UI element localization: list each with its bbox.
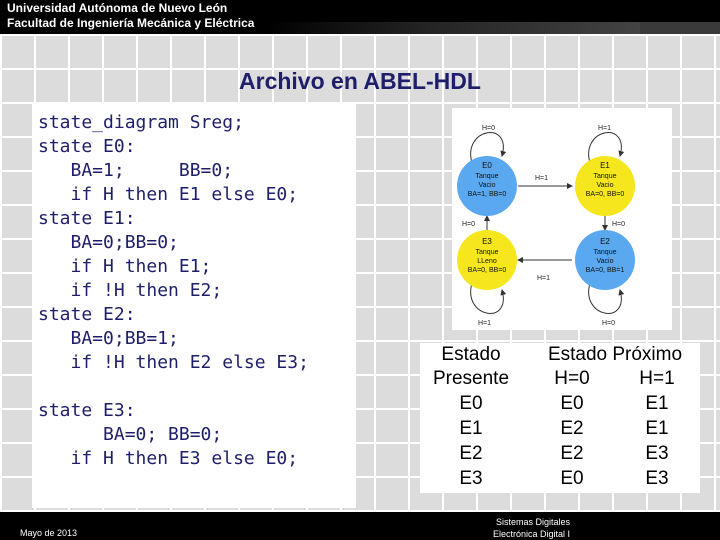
cell-next-h0: E0 <box>560 393 584 414</box>
state-e2-line: Tanque <box>593 249 617 256</box>
state-e2-line: Vacio <box>596 258 614 265</box>
university-name: Universidad Autónoma de Nuevo León <box>7 1 228 15</box>
state-e2-line: E2 <box>600 237 610 246</box>
code-line: BA=0;BB=0; <box>38 232 179 253</box>
faculty-name: Facultad de Ingeniería Mecánica y Eléctrica <box>7 16 255 30</box>
code-line: state E1: <box>38 208 136 229</box>
code-line: state E3: <box>38 400 136 421</box>
state-e3-line: E3 <box>482 237 492 246</box>
header-h0: H=0 <box>554 368 590 389</box>
label-e2-self: H=0 <box>602 320 616 327</box>
code-line: state_diagram Sreg; <box>38 112 244 133</box>
code-line: if H then E3 else E0; <box>38 448 299 469</box>
header-estado: Estado <box>441 344 501 365</box>
state-e3-line: BA=0, BB=0 <box>467 267 507 274</box>
label-e0-self: H=0 <box>482 125 496 132</box>
code-line: if !H then E2; <box>38 280 223 301</box>
header-shade <box>265 22 645 34</box>
footer-date: Mayo de 2013 <box>20 528 78 538</box>
state-e0-line: Vacio <box>478 182 496 189</box>
label-e0-e1: H=1 <box>535 175 549 182</box>
code-line: state E2: <box>38 304 136 325</box>
cell-next-h0: E2 <box>560 418 584 439</box>
cell-next-h1: E1 <box>645 418 669 439</box>
cell-next-h0: E2 <box>560 443 584 464</box>
state-e0 <box>457 156 517 216</box>
cell-next-h1: E3 <box>645 443 669 464</box>
code-line: BA=1; BB=0; <box>38 160 234 181</box>
state-e0-line: Tanque <box>475 173 499 180</box>
state-e3-line: LLeno <box>477 258 497 265</box>
label-e3-e0: H=0 <box>462 221 476 228</box>
state-e1-line: Vacio <box>596 182 614 189</box>
code-line: if H then E1 else E0; <box>38 184 299 205</box>
state-e2 <box>575 230 635 290</box>
state-e3-line: Tanque <box>475 249 499 256</box>
state-diagram <box>452 108 672 330</box>
code-line: BA=0; BB=0; <box>38 424 223 445</box>
footer-course-line1: Sistemas Digitales <box>496 517 571 527</box>
header-h1: H=1 <box>639 368 675 389</box>
state-diagram-svg <box>452 108 672 330</box>
state-e3 <box>457 230 517 290</box>
label-e1-self: H=1 <box>598 125 612 132</box>
state-e0-line: BA=1, BB=0 <box>467 191 507 198</box>
label-e1-e2: H=0 <box>612 221 626 228</box>
state-e1-line: BA=0, BB=0 <box>585 191 625 198</box>
cell-next-h0: E0 <box>560 468 584 489</box>
footer-bar <box>0 512 720 540</box>
cell-present: E0 <box>459 393 483 414</box>
code-line: state E0: <box>38 136 136 157</box>
header-notch <box>640 22 720 34</box>
state-e1 <box>575 156 635 216</box>
state-e1-line: E1 <box>600 161 610 170</box>
state-e1-line: Tanque <box>593 173 617 180</box>
code-line: BA=0;BB=1; <box>38 328 179 349</box>
code-line: if !H then E2 else E3; <box>38 352 309 373</box>
header-presente: Presente <box>432 368 510 389</box>
slide-title: Archivo en ABEL-HDL <box>239 68 481 94</box>
cell-present: E2 <box>459 443 483 464</box>
cell-next-h1: E1 <box>645 393 669 414</box>
transition-table <box>420 343 700 493</box>
state-e2-line: BA=0, BB=1 <box>585 267 625 274</box>
state-e0-line: E0 <box>482 161 492 170</box>
label-e2-e3: H=1 <box>537 275 551 282</box>
header-estado-proximo: Estado Próximo <box>547 344 683 365</box>
code-listing <box>32 104 356 508</box>
cell-next-h1: E3 <box>645 468 669 489</box>
cell-present: E3 <box>459 468 483 489</box>
code-line: if H then E1; <box>38 256 212 277</box>
footer-course-line2: Electrónica Digital I <box>493 529 571 539</box>
cell-present: E1 <box>459 418 483 439</box>
label-e3-self: H=1 <box>478 320 492 327</box>
